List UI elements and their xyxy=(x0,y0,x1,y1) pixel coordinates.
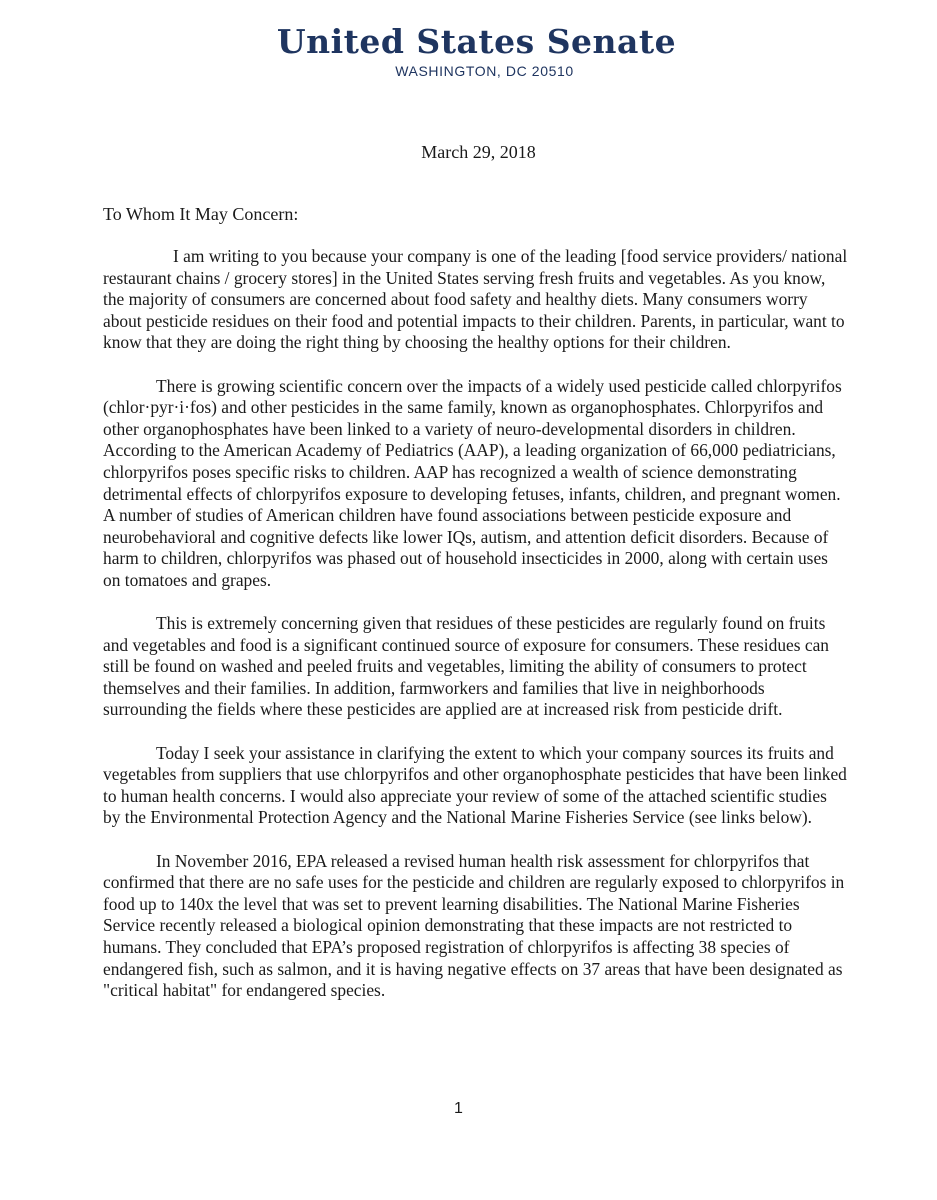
letter-date: March 29, 2018 xyxy=(421,142,536,162)
paragraph: Today I seek your assistance in clarifying the extent to which your company sources its fruits and vegetables from suppliers that use chlorpyrifos and other organophosphate pesticides that have been linked to human health concerns. I would also appreciate your review of some of the attached scientific studies by the Environmental Protection Agency and the National Marine Fisheries Service (see links below). xyxy=(103,742,847,828)
letterhead xyxy=(0,22,937,80)
salutation: To Whom It May Concern: xyxy=(103,204,299,224)
paragraph: There is growing scientific concern over the impacts of a widely used pesticide called chlorpyrifos (chlor·pyr·i·fos) and other pesticides in the same family, known as organophosphates. Chlorpyrifos and other organophosphates have been linked to a variety of neuro-developmental disorders in children. According to the American Academy of Pediatrics (AAP), a leading organization of 66,000 pediatricians, chlorpyrifos poses specific risks to children. AAP has recognized a wealth of science demonstrating detrimental effects of chlorpyrifos exposure to developing fetuses, infants, children, and pregnant women. A number of studies of American children have found associations between pesticide exposure and neurobehavioral and cognitive defects like lower IQs, autism, and attention deficit disorders. Because of harm to children, chlorpyrifos was phased out of household insecticides in 2000, along with certain uses on tomatoes and grapes. xyxy=(103,375,842,590)
paragraph: This is extremely concerning given that residues of these pesticides are regularly found on fruits and vegetables and food is a significant continued source of exposure for consumers. These residues can still be found on washed and peeled fruits and vegetables, limiting the ability of consumers to protect themselves and their families. In addition, farmworkers and families that live in neighborhoods surrounding the fields where these pesticides are applied are at increased risk from pesticide drift. xyxy=(103,613,829,720)
paragraph: In November 2016, EPA released a revised human health risk assessment for chlorpyrifos that confirmed that there are no safe uses for the pesticide and children are regularly exposed to chlorpyrifos in food up to 140x the level that was set to prevent learning disabilities. The National Marine Fisheries Service recently released a biological opinion demonstrating that these impacts are not restricted to humans. They concluded that EPA’s proposed registration of chlorpyrifos is affecting 38 species of endangered fish, such as salmon, and it is having negative effects on 37 areas that have been designated as "critical habitat" for endangered species. xyxy=(103,850,845,1001)
paragraph: I am writing to you because your company is one of the leading [food service providers/ national restaurant chains / grocery stores] in the United States serving fresh fruits and vegetables. As you know, the majority of consumers are concerned about food safety and healthy diets. Many consumers worry about pesticide residues on their food and potential impacts to their children. Parents, in particular, want to know that they are doing the right thing by choosing the healthy options for their children. xyxy=(103,246,848,353)
letterhead-address: WASHINGTON, DC 20510 xyxy=(395,63,574,79)
letter-body xyxy=(103,246,848,1023)
letterhead-title: United States Senate xyxy=(276,22,677,61)
page-number: 1 xyxy=(454,1100,463,1117)
